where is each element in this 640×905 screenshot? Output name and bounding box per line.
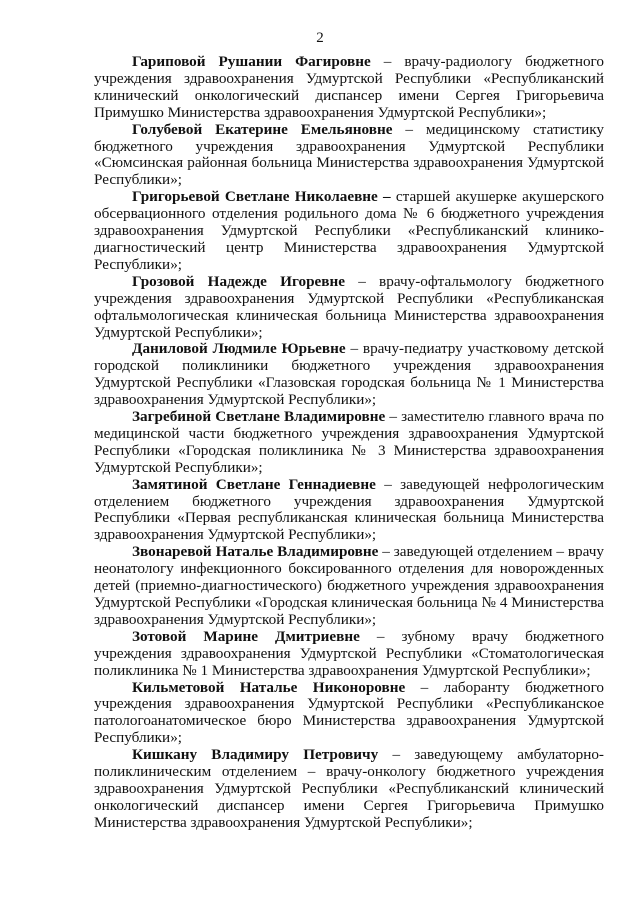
position-text: – медицинскому статистику бюджетного учреждения здравоохранения Удмуртской Республики «Сюмсинская районная больница Министерства здравоохранения Удмуртской Республики»;	[94, 120, 604, 189]
position-text: – заместителю главного врача по медицинской части бюджетного учреждения здравоохранения Удмуртской Республики «Городская поликлиника № 3 Министерства здравоохранения Удмуртской Республики»;	[94, 408, 604, 476]
list-item	[94, 54, 604, 122]
list-item	[94, 629, 604, 680]
position-text: – врачу-радиологу бюджетного учреждения здравоохранения Удмуртской Республики «Республиканский клинический онкологический диспансер имени Сергея Григорьевича Примушко Министерства здравоохранения Удмуртской Республики»;	[94, 53, 604, 121]
position-text: старшей акушерке акушерского обсервационного отделения родильного дома № 6 бюджетного учреждения здравоохранения Удмуртской Республики «Республиканский клинико-диагностический центр Министерства здравоохранения Удмуртской Республики»;	[94, 188, 604, 273]
person-name: Зотовой Марине Дмитриевне	[132, 627, 360, 645]
list-item	[94, 680, 604, 748]
position-text: – лаборанту бюджетного учреждения здравоохранения Удмуртской Республики «Республиканское патологоанатомическое бюро Министерства здравоохранения Удмуртской Республики»;	[94, 678, 605, 747]
list-item	[94, 544, 604, 629]
list-item	[94, 189, 604, 274]
position-text: – заведующему амбулаторно-поликлиническим отделением – врачу-онкологу бюджетного учреждения здравоохранения Удмуртской Республики «Республиканский клинический онкологический диспансер имени Сергея Григорьевича Примушко Министерства здравоохранения Удмуртской Республики»;	[94, 746, 604, 831]
position-text: – врачу-офтальмологу бюджетного учреждения здравоохранения Удмуртской Республики «Республиканская офтальмологическая клиническая больница Министерства здравоохранения Удмуртской Республики»;	[94, 272, 604, 341]
list-item	[94, 747, 604, 832]
list-item	[94, 341, 604, 409]
list-item	[94, 409, 604, 477]
person-name: Даниловой Людмиле Юрьевне	[132, 340, 346, 358]
person-name: Звонаревой Наталье Владимировне	[132, 543, 379, 561]
position-text: – врачу-педиатру участковому детской городской поликлиники бюджетного учреждения здравоохранения Удмуртской Республики «Глазовская городская больница № 1 Министерства здравоохранения Удмуртской Республики»;	[94, 340, 604, 409]
person-name: Григорьевой Светлане Николаевне –	[132, 188, 391, 206]
position-text: – зубному врачу бюджетного учреждения здравоохранения Удмуртской Республики «Стоматологическая поликлиника № 1 Министерства здравоохранения Удмуртской Республики»;	[94, 627, 604, 679]
list-item	[94, 477, 604, 545]
person-name: Кильметовой Наталье Никоноровне	[132, 678, 406, 696]
list-item	[94, 274, 604, 342]
person-name: Грозовой Надежде Игоревне	[132, 272, 345, 290]
list-item	[94, 122, 604, 190]
position-text: – заведующей отделением – врачу неонатологу инфекционного боксированного отделения для новорожденных детей (приемно-диагностического) бюджетного учреждения здравоохранения Удмуртской Республики «Городская клиническая больница № 4 Министерства здравоохранения Удмуртской Республики»;	[94, 543, 604, 628]
person-name: Кишкану Владимиру Петровичу	[132, 746, 379, 764]
page-number: 2	[316, 30, 324, 46]
person-name: Замятиной Светлане Геннадиевне	[132, 475, 376, 493]
person-name: Загребиной Светлане Владимировне	[132, 408, 386, 426]
person-name: Голубевой Екатерине Емельяновне	[132, 120, 393, 138]
person-name: Гариповой Рушании Фагировне	[132, 53, 371, 70]
award-list	[94, 54, 604, 832]
position-text: – заведующей нефрологическим отделением бюджетного учреждения здравоохранения Удмуртской Республики «Первая республиканская клиническая больница Министерства здравоохранения Удмуртской Республики»;	[94, 475, 604, 544]
